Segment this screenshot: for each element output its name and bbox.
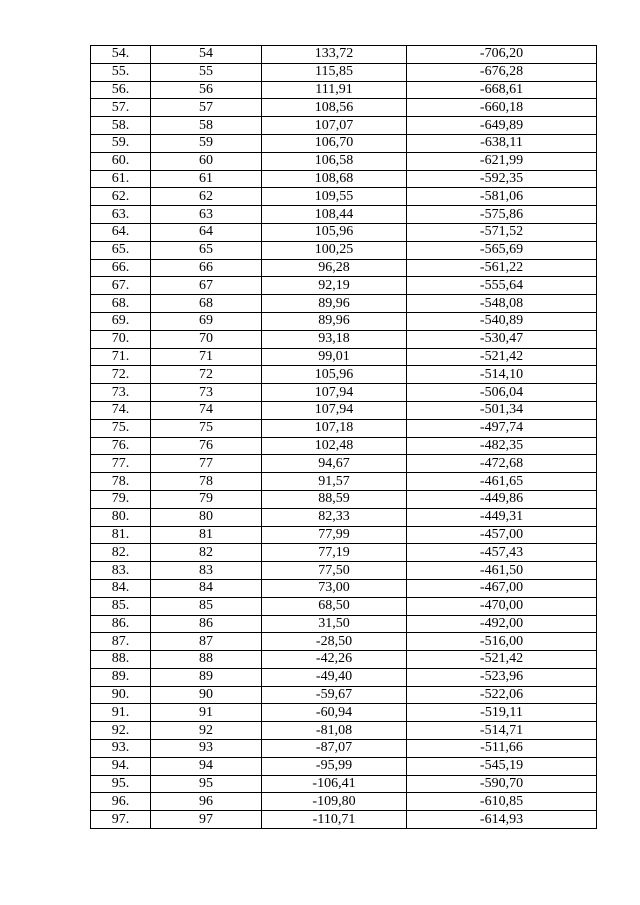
table-row (91, 117, 597, 135)
table-row (91, 544, 597, 562)
point-number-cell: 87 (151, 633, 262, 651)
x-value-cell: 106,58 (262, 152, 407, 170)
point-number-cell: 75 (151, 419, 262, 437)
y-value-cell: -461,65 (407, 473, 597, 491)
point-number-cell: 81 (151, 526, 262, 544)
table-row (91, 206, 597, 224)
table-row (91, 188, 597, 206)
table-row (91, 401, 597, 419)
x-value-cell: 111,91 (262, 81, 407, 99)
row-number-cell: 63. (91, 206, 151, 224)
row-number-cell: 77. (91, 455, 151, 473)
x-value-cell: 109,55 (262, 188, 407, 206)
table-row (91, 579, 597, 597)
row-number-cell: 75. (91, 419, 151, 437)
y-value-cell: -530,47 (407, 330, 597, 348)
table-body (91, 46, 597, 829)
row-number-cell: 89. (91, 668, 151, 686)
x-value-cell: 94,67 (262, 455, 407, 473)
point-number-cell: 63 (151, 206, 262, 224)
x-value-cell: 93,18 (262, 330, 407, 348)
row-number-cell: 55. (91, 63, 151, 81)
point-number-cell: 94 (151, 757, 262, 775)
y-value-cell: -706,20 (407, 46, 597, 64)
y-value-cell: -540,89 (407, 312, 597, 330)
point-number-cell: 92 (151, 722, 262, 740)
y-value-cell: -523,96 (407, 668, 597, 686)
y-value-cell: -506,04 (407, 384, 597, 402)
x-value-cell: -59,67 (262, 686, 407, 704)
x-value-cell: 107,18 (262, 419, 407, 437)
x-value-cell: 31,50 (262, 615, 407, 633)
x-value-cell: -95,99 (262, 757, 407, 775)
y-value-cell: -519,11 (407, 704, 597, 722)
table-row (91, 46, 597, 64)
point-number-cell: 65 (151, 241, 262, 259)
point-number-cell: 66 (151, 259, 262, 277)
y-value-cell: -676,28 (407, 63, 597, 81)
point-number-cell: 84 (151, 579, 262, 597)
table-row (91, 366, 597, 384)
x-value-cell: 77,19 (262, 544, 407, 562)
point-number-cell: 73 (151, 384, 262, 402)
y-value-cell: -592,35 (407, 170, 597, 188)
x-value-cell: 92,19 (262, 277, 407, 295)
point-number-cell: 90 (151, 686, 262, 704)
row-number-cell: 73. (91, 384, 151, 402)
point-number-cell: 62 (151, 188, 262, 206)
point-number-cell: 86 (151, 615, 262, 633)
table-row (91, 295, 597, 313)
table-row (91, 811, 597, 829)
x-value-cell: 108,44 (262, 206, 407, 224)
y-value-cell: -467,00 (407, 579, 597, 597)
y-value-cell: -492,00 (407, 615, 597, 633)
x-value-cell: 68,50 (262, 597, 407, 615)
point-number-cell: 80 (151, 508, 262, 526)
y-value-cell: -472,68 (407, 455, 597, 473)
row-number-cell: 68. (91, 295, 151, 313)
row-number-cell: 61. (91, 170, 151, 188)
point-number-cell: 93 (151, 740, 262, 758)
x-value-cell: 96,28 (262, 259, 407, 277)
row-number-cell: 94. (91, 757, 151, 775)
point-number-cell: 60 (151, 152, 262, 170)
point-number-cell: 76 (151, 437, 262, 455)
row-number-cell: 97. (91, 811, 151, 829)
table-row (91, 633, 597, 651)
table-row (91, 508, 597, 526)
y-value-cell: -565,69 (407, 241, 597, 259)
x-value-cell: 91,57 (262, 473, 407, 491)
x-value-cell: 82,33 (262, 508, 407, 526)
y-value-cell: -497,74 (407, 419, 597, 437)
x-value-cell: 106,70 (262, 134, 407, 152)
y-value-cell: -521,42 (407, 651, 597, 669)
point-number-cell: 59 (151, 134, 262, 152)
row-number-cell: 85. (91, 597, 151, 615)
y-value-cell: -649,89 (407, 117, 597, 135)
y-value-cell: -457,00 (407, 526, 597, 544)
table-row (91, 526, 597, 544)
table-row (91, 223, 597, 241)
y-value-cell: -555,64 (407, 277, 597, 295)
y-value-cell: -514,71 (407, 722, 597, 740)
x-value-cell: 102,48 (262, 437, 407, 455)
point-number-cell: 71 (151, 348, 262, 366)
row-number-cell: 66. (91, 259, 151, 277)
row-number-cell: 87. (91, 633, 151, 651)
y-value-cell: -461,50 (407, 562, 597, 580)
table-row (91, 455, 597, 473)
row-number-cell: 93. (91, 740, 151, 758)
table-row (91, 615, 597, 633)
y-value-cell: -571,52 (407, 223, 597, 241)
point-number-cell: 79 (151, 490, 262, 508)
row-number-cell: 86. (91, 615, 151, 633)
x-value-cell: 77,50 (262, 562, 407, 580)
table-row (91, 134, 597, 152)
table-row (91, 437, 597, 455)
y-value-cell: -621,99 (407, 152, 597, 170)
point-number-cell: 77 (151, 455, 262, 473)
y-value-cell: -590,70 (407, 775, 597, 793)
x-value-cell: 89,96 (262, 312, 407, 330)
y-value-cell: -561,22 (407, 259, 597, 277)
x-value-cell: 89,96 (262, 295, 407, 313)
point-number-cell: 78 (151, 473, 262, 491)
y-value-cell: -457,43 (407, 544, 597, 562)
table-row (91, 704, 597, 722)
row-number-cell: 58. (91, 117, 151, 135)
point-number-cell: 89 (151, 668, 262, 686)
row-number-cell: 76. (91, 437, 151, 455)
row-number-cell: 54. (91, 46, 151, 64)
point-number-cell: 61 (151, 170, 262, 188)
point-number-cell: 88 (151, 651, 262, 669)
point-number-cell: 58 (151, 117, 262, 135)
table-row (91, 686, 597, 704)
x-value-cell: 108,68 (262, 170, 407, 188)
point-number-cell: 82 (151, 544, 262, 562)
y-value-cell: -548,08 (407, 295, 597, 313)
table-row (91, 259, 597, 277)
row-number-cell: 91. (91, 704, 151, 722)
x-value-cell: 105,96 (262, 223, 407, 241)
point-number-cell: 85 (151, 597, 262, 615)
y-value-cell: -449,86 (407, 490, 597, 508)
x-value-cell: 88,59 (262, 490, 407, 508)
x-value-cell: -87,07 (262, 740, 407, 758)
table-row (91, 241, 597, 259)
x-value-cell: 133,72 (262, 46, 407, 64)
y-value-cell: -668,61 (407, 81, 597, 99)
point-number-cell: 69 (151, 312, 262, 330)
x-value-cell: -60,94 (262, 704, 407, 722)
point-number-cell: 96 (151, 793, 262, 811)
y-value-cell: -501,34 (407, 401, 597, 419)
table-row (91, 490, 597, 508)
y-value-cell: -610,85 (407, 793, 597, 811)
x-value-cell: 99,01 (262, 348, 407, 366)
table-row (91, 63, 597, 81)
point-number-cell: 83 (151, 562, 262, 580)
row-number-cell: 64. (91, 223, 151, 241)
table-row (91, 740, 597, 758)
table-row (91, 562, 597, 580)
y-value-cell: -482,35 (407, 437, 597, 455)
y-value-cell: -522,06 (407, 686, 597, 704)
y-value-cell: -614,93 (407, 811, 597, 829)
table-row (91, 348, 597, 366)
table-row (91, 473, 597, 491)
table-row (91, 384, 597, 402)
x-value-cell: 77,99 (262, 526, 407, 544)
point-number-cell: 67 (151, 277, 262, 295)
point-number-cell: 64 (151, 223, 262, 241)
table-row (91, 330, 597, 348)
x-value-cell: 107,07 (262, 117, 407, 135)
row-number-cell: 88. (91, 651, 151, 669)
x-value-cell: 105,96 (262, 366, 407, 384)
x-value-cell: 107,94 (262, 384, 407, 402)
point-number-cell: 57 (151, 99, 262, 117)
row-number-cell: 78. (91, 473, 151, 491)
y-value-cell: -638,11 (407, 134, 597, 152)
row-number-cell: 74. (91, 401, 151, 419)
row-number-cell: 60. (91, 152, 151, 170)
x-value-cell: 108,56 (262, 99, 407, 117)
row-number-cell: 62. (91, 188, 151, 206)
point-number-cell: 55 (151, 63, 262, 81)
y-value-cell: -514,10 (407, 366, 597, 384)
y-value-cell: -470,00 (407, 597, 597, 615)
x-value-cell: -28,50 (262, 633, 407, 651)
row-number-cell: 95. (91, 775, 151, 793)
table-row (91, 277, 597, 295)
y-value-cell: -575,86 (407, 206, 597, 224)
table-row (91, 651, 597, 669)
row-number-cell: 80. (91, 508, 151, 526)
point-number-cell: 72 (151, 366, 262, 384)
y-value-cell: -660,18 (407, 99, 597, 117)
point-number-cell: 68 (151, 295, 262, 313)
x-value-cell: 100,25 (262, 241, 407, 259)
table-row (91, 775, 597, 793)
row-number-cell: 82. (91, 544, 151, 562)
y-value-cell: -521,42 (407, 348, 597, 366)
y-value-cell: -545,19 (407, 757, 597, 775)
point-number-cell: 91 (151, 704, 262, 722)
x-value-cell: -109,80 (262, 793, 407, 811)
x-value-cell: 107,94 (262, 401, 407, 419)
x-value-cell: -106,41 (262, 775, 407, 793)
point-number-cell: 97 (151, 811, 262, 829)
y-value-cell: -449,31 (407, 508, 597, 526)
table-row (91, 419, 597, 437)
point-number-cell: 54 (151, 46, 262, 64)
table-row (91, 757, 597, 775)
table-row (91, 668, 597, 686)
row-number-cell: 84. (91, 579, 151, 597)
table-row (91, 722, 597, 740)
coordinates-table (90, 45, 597, 829)
table-row (91, 312, 597, 330)
row-number-cell: 59. (91, 134, 151, 152)
y-value-cell: -511,66 (407, 740, 597, 758)
x-value-cell: -49,40 (262, 668, 407, 686)
row-number-cell: 57. (91, 99, 151, 117)
table-row (91, 81, 597, 99)
x-value-cell: -42,26 (262, 651, 407, 669)
x-value-cell: 115,85 (262, 63, 407, 81)
row-number-cell: 67. (91, 277, 151, 295)
x-value-cell: 73,00 (262, 579, 407, 597)
row-number-cell: 56. (91, 81, 151, 99)
x-value-cell: -110,71 (262, 811, 407, 829)
point-number-cell: 70 (151, 330, 262, 348)
row-number-cell: 72. (91, 366, 151, 384)
row-number-cell: 92. (91, 722, 151, 740)
point-number-cell: 95 (151, 775, 262, 793)
row-number-cell: 96. (91, 793, 151, 811)
row-number-cell: 65. (91, 241, 151, 259)
table-row (91, 793, 597, 811)
row-number-cell: 69. (91, 312, 151, 330)
point-number-cell: 56 (151, 81, 262, 99)
row-number-cell: 71. (91, 348, 151, 366)
table-row (91, 597, 597, 615)
table-row (91, 152, 597, 170)
x-value-cell: -81,08 (262, 722, 407, 740)
y-value-cell: -516,00 (407, 633, 597, 651)
row-number-cell: 70. (91, 330, 151, 348)
row-number-cell: 79. (91, 490, 151, 508)
row-number-cell: 81. (91, 526, 151, 544)
row-number-cell: 83. (91, 562, 151, 580)
row-number-cell: 90. (91, 686, 151, 704)
y-value-cell: -581,06 (407, 188, 597, 206)
table-row (91, 99, 597, 117)
point-number-cell: 74 (151, 401, 262, 419)
table-row (91, 170, 597, 188)
